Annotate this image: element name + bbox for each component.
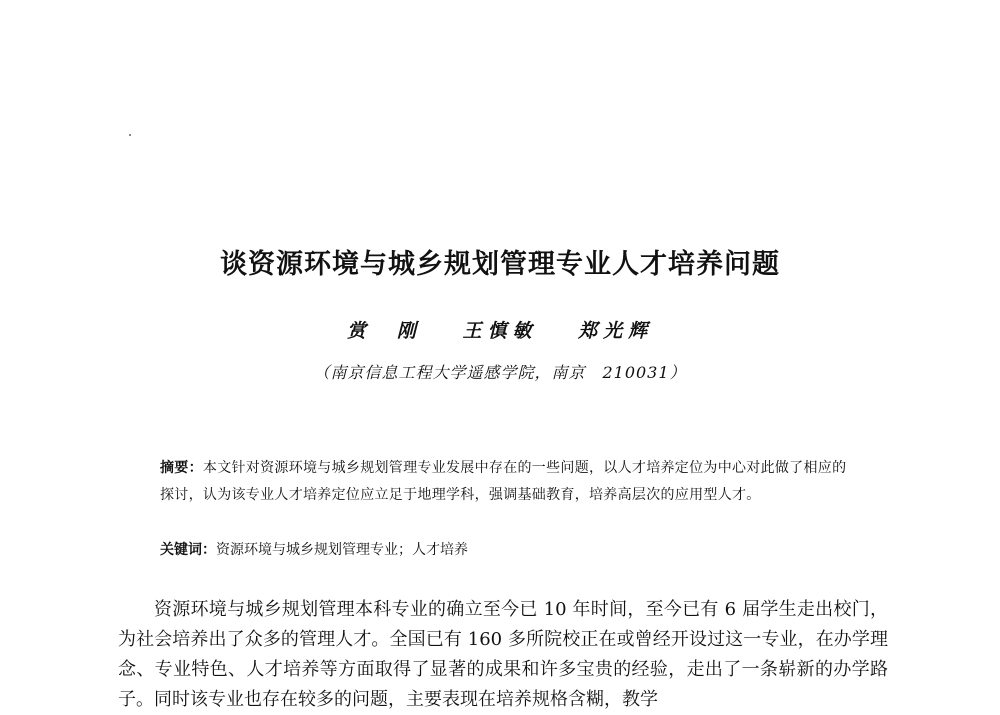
body-text <box>118 595 888 715</box>
paper-title: 谈资源环境与城乡规划管理专业人才培养问题 <box>220 249 780 280</box>
author-name: 王慎敏 <box>462 320 538 342</box>
body-paragraph: 资源环境与城乡规划管理本科专业的确立至今已 10 年时间，至今已有 6 届学生走出校门，为社会培养出了众多的管理人才。全国已有 160 多所院校正在或曾经开设过这一专业，在办学理念、专业特色、人才培养等方面取得了显著的成果和许多宝贵的经验，走出了一条崭新的办学路子。同时该专业也存在较多的问题，主要表现在培养规格含糊，教学 <box>118 599 888 710</box>
author-list <box>0 316 1000 343</box>
author-name: 赏 刚 <box>346 320 422 342</box>
scan-speck <box>129 134 131 136</box>
abstract-text: 本文针对资源环境与城乡规划管理专业发展中存在的一些问题，以人才培养定位为中心对此做了相应的探讨，认为该专业人才培养定位应立足于地理学科，强调基础教育，培养高层次的应用型人才。 <box>160 460 847 503</box>
author-name: 郑光辉 <box>578 320 654 342</box>
keywords <box>160 537 850 564</box>
abstract <box>160 455 850 509</box>
abstract-label: 摘要： <box>160 460 203 476</box>
keywords-label: 关键词： <box>160 542 216 558</box>
keywords-text: 资源环境与城乡规划管理专业；人才培养 <box>216 542 468 558</box>
author-affiliation: （南京信息工程大学遥感学院，南京 210031） <box>313 363 687 382</box>
